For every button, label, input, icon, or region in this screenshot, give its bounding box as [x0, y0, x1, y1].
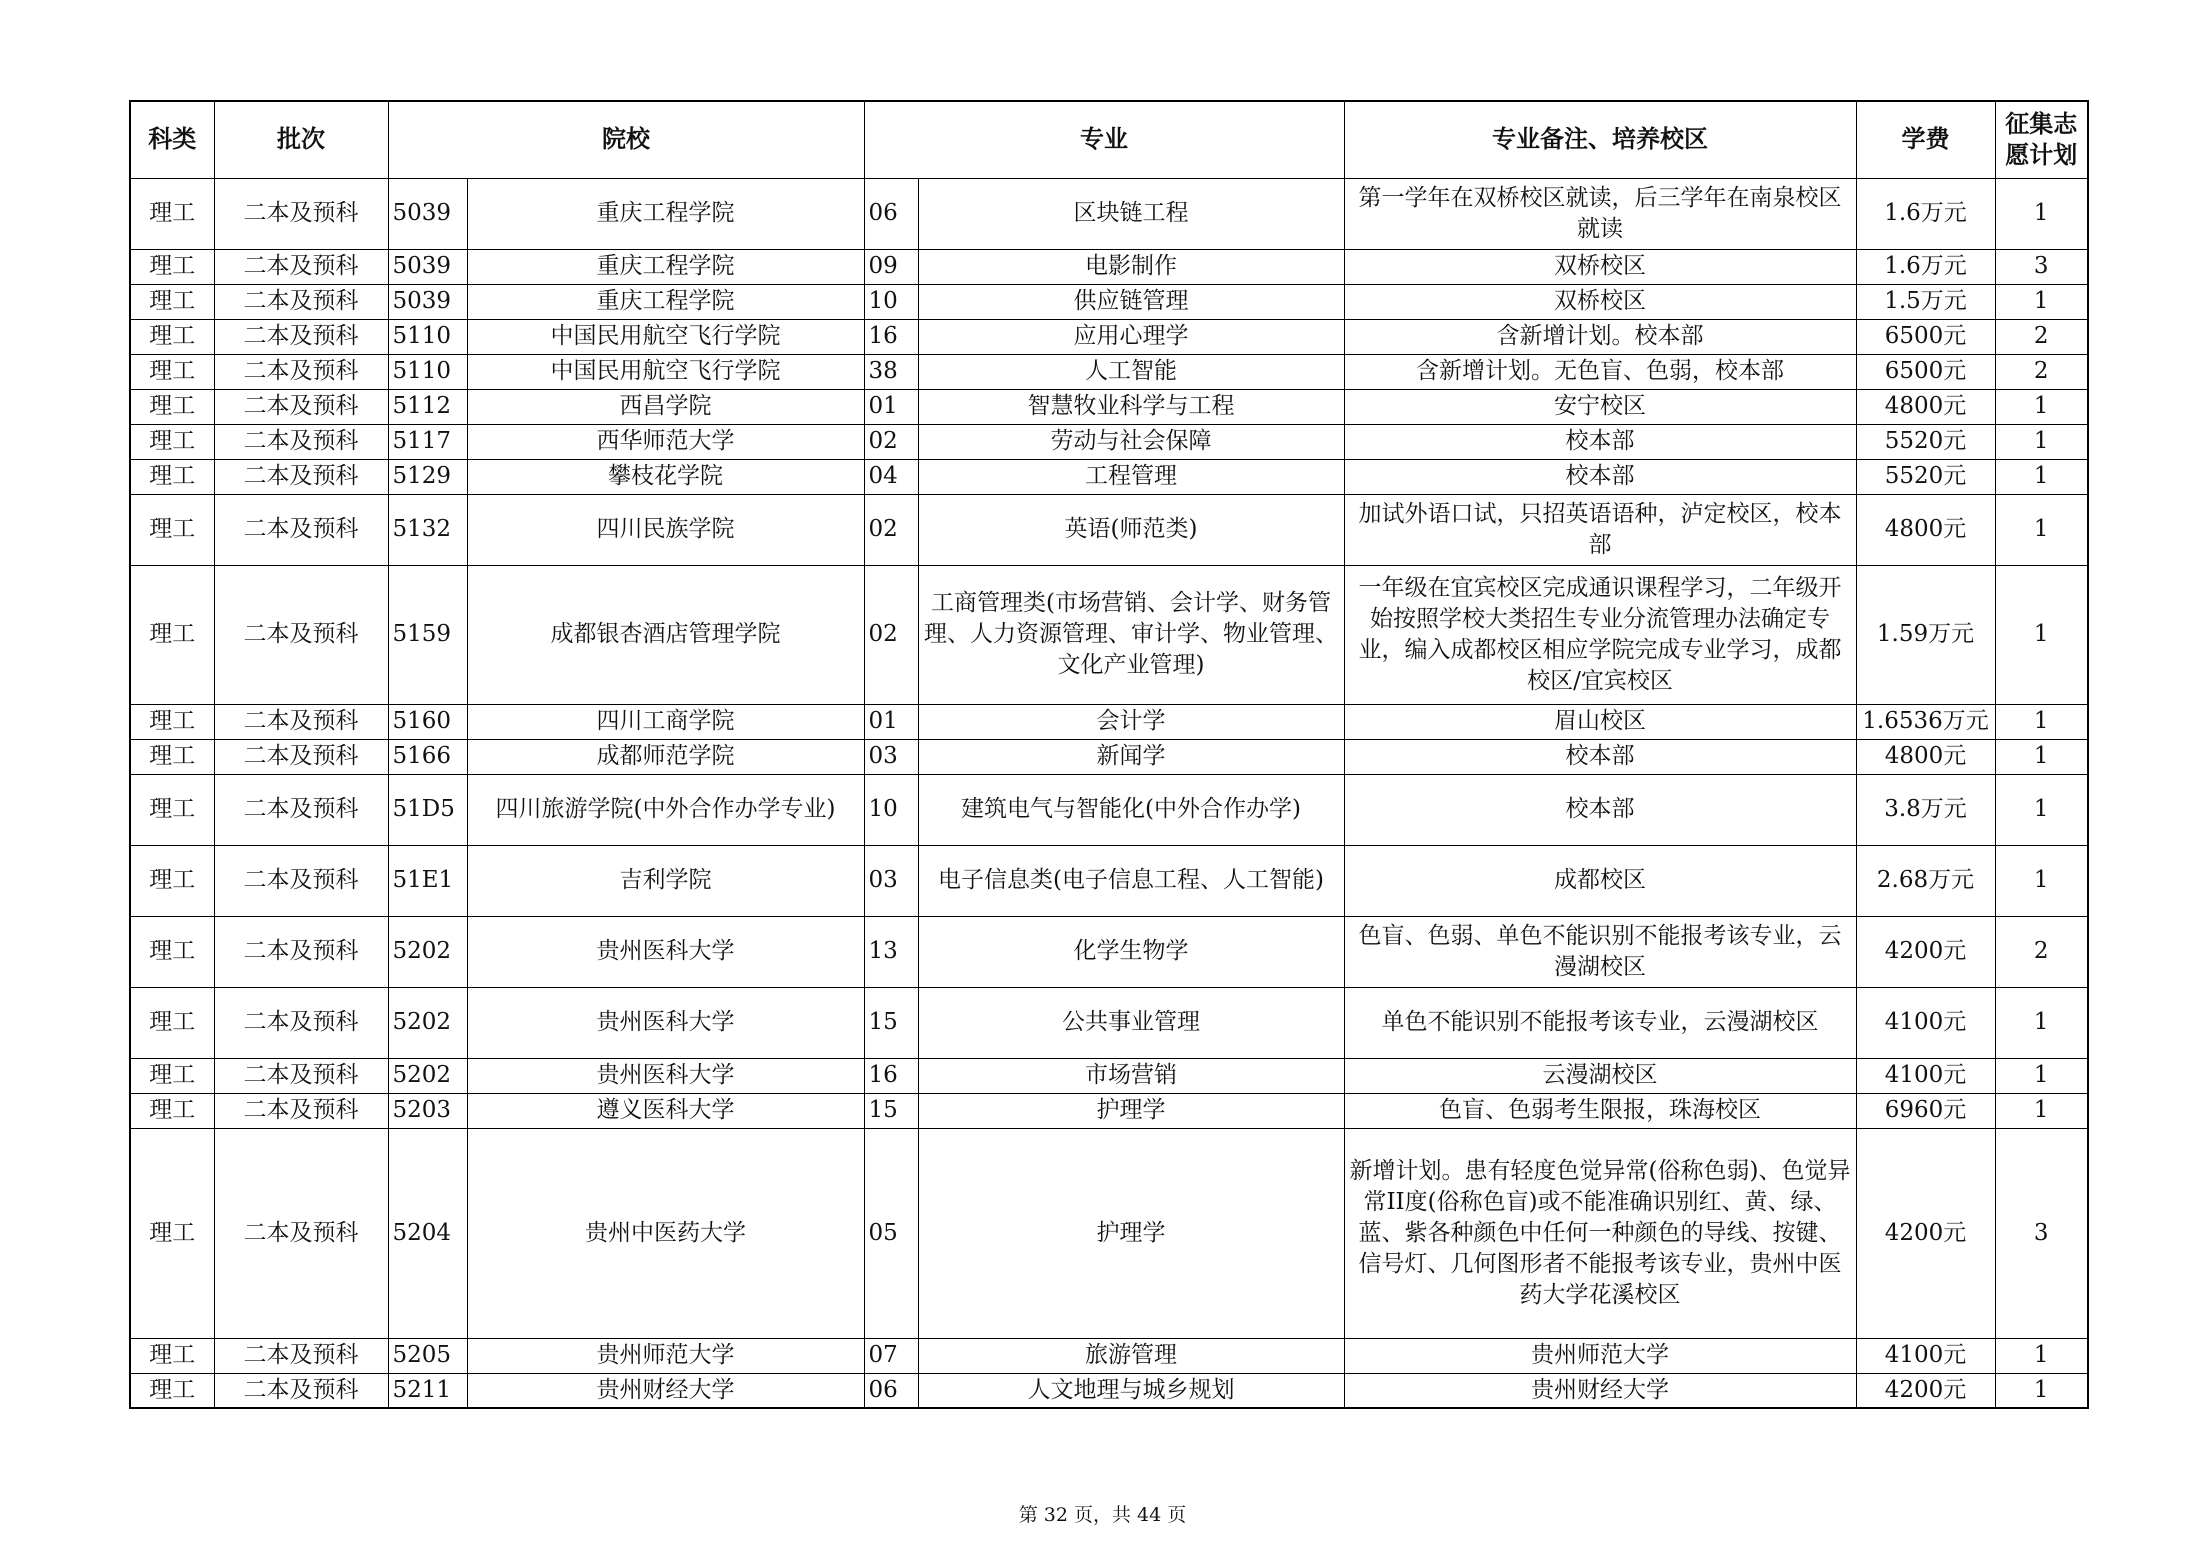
cell-fee: 4800元 [1856, 389, 1995, 424]
cell-category: 理工 [130, 1373, 214, 1408]
cell-major-code: 02 [864, 424, 918, 459]
cell-note: 云漫湖校区 [1344, 1058, 1856, 1093]
table-row [130, 916, 2088, 987]
cell-batch: 二本及预科 [214, 1093, 388, 1128]
cell-major: 护理学 [918, 1128, 1344, 1338]
cell-major-code: 06 [864, 178, 918, 249]
cell-plan: 1 [1995, 1093, 2088, 1128]
cell-school-code: 5203 [388, 1093, 467, 1128]
cell-school: 遵义医科大学 [467, 1093, 864, 1128]
cell-plan: 1 [1995, 739, 2088, 774]
cell-category: 理工 [130, 1338, 214, 1373]
cell-school-code: 5204 [388, 1128, 467, 1338]
cell-category: 理工 [130, 319, 214, 354]
cell-note: 校本部 [1344, 739, 1856, 774]
cell-school: 吉利学院 [467, 845, 864, 916]
cell-major-code: 16 [864, 1058, 918, 1093]
cell-school-code: 5110 [388, 354, 467, 389]
table-row [130, 845, 2088, 916]
cell-major: 市场营销 [918, 1058, 1344, 1093]
cell-major-code: 03 [864, 739, 918, 774]
cell-note: 新增计划。患有轻度色觉异常(俗称色弱)、色觉异常II度(俗称色盲)或不能准确识别红、黄、绿、蓝、紫各种颜色中任何一种颜色的导线、按键、信号灯、几何图形者不能报考该专业，贵州中医药大学花溪校区 [1344, 1128, 1856, 1338]
table-body [130, 178, 2088, 1408]
cell-school: 贵州医科大学 [467, 1058, 864, 1093]
cell-category: 理工 [130, 1128, 214, 1338]
cell-school: 重庆工程学院 [467, 178, 864, 249]
cell-major: 电子信息类(电子信息工程、人工智能) [918, 845, 1344, 916]
cell-plan: 1 [1995, 424, 2088, 459]
cell-note: 含新增计划。校本部 [1344, 319, 1856, 354]
admission-plan-table [129, 100, 2089, 1409]
cell-major-code: 10 [864, 774, 918, 845]
cell-category: 理工 [130, 704, 214, 739]
cell-major: 应用心理学 [918, 319, 1344, 354]
cell-category: 理工 [130, 354, 214, 389]
cell-batch: 二本及预科 [214, 178, 388, 249]
header-category: 科类 [130, 101, 214, 178]
cell-category: 理工 [130, 1058, 214, 1093]
cell-fee: 1.6万元 [1856, 249, 1995, 284]
cell-category: 理工 [130, 284, 214, 319]
header-batch: 批次 [214, 101, 388, 178]
cell-note: 贵州师范大学 [1344, 1338, 1856, 1373]
cell-plan: 1 [1995, 284, 2088, 319]
cell-category: 理工 [130, 494, 214, 565]
cell-fee: 2.68万元 [1856, 845, 1995, 916]
cell-major-code: 13 [864, 916, 918, 987]
cell-note: 色盲、色弱考生限报，珠海校区 [1344, 1093, 1856, 1128]
cell-school-code: 5159 [388, 565, 467, 704]
cell-major: 区块链工程 [918, 178, 1344, 249]
cell-batch: 二本及预科 [214, 1058, 388, 1093]
cell-plan: 1 [1995, 1373, 2088, 1408]
cell-plan: 1 [1995, 389, 2088, 424]
table-row [130, 1128, 2088, 1338]
cell-category: 理工 [130, 916, 214, 987]
admission-table-container [129, 100, 2087, 1409]
cell-school: 成都师范学院 [467, 739, 864, 774]
cell-major: 劳动与社会保障 [918, 424, 1344, 459]
cell-note: 贵州财经大学 [1344, 1373, 1856, 1408]
cell-batch: 二本及预科 [214, 319, 388, 354]
cell-category: 理工 [130, 987, 214, 1058]
cell-batch: 二本及预科 [214, 249, 388, 284]
cell-fee: 4800元 [1856, 739, 1995, 774]
cell-school: 西昌学院 [467, 389, 864, 424]
header-school: 院校 [388, 101, 864, 178]
cell-batch: 二本及预科 [214, 916, 388, 987]
cell-major-code: 09 [864, 249, 918, 284]
cell-batch: 二本及预科 [214, 1128, 388, 1338]
cell-note: 校本部 [1344, 459, 1856, 494]
cell-school: 贵州师范大学 [467, 1338, 864, 1373]
cell-major: 智慧牧业科学与工程 [918, 389, 1344, 424]
cell-fee: 4800元 [1856, 494, 1995, 565]
cell-school: 成都银杏酒店管理学院 [467, 565, 864, 704]
cell-plan: 1 [1995, 845, 2088, 916]
cell-plan: 1 [1995, 565, 2088, 704]
cell-fee: 6500元 [1856, 354, 1995, 389]
cell-fee: 4100元 [1856, 1338, 1995, 1373]
cell-plan: 2 [1995, 354, 2088, 389]
cell-major-code: 02 [864, 565, 918, 704]
cell-school: 四川民族学院 [467, 494, 864, 565]
cell-note: 安宁校区 [1344, 389, 1856, 424]
cell-major: 新闻学 [918, 739, 1344, 774]
cell-fee: 4200元 [1856, 916, 1995, 987]
cell-school-code: 5202 [388, 1058, 467, 1093]
cell-batch: 二本及预科 [214, 704, 388, 739]
cell-fee: 4200元 [1856, 1373, 1995, 1408]
cell-school-code: 5166 [388, 739, 467, 774]
cell-school-code: 5112 [388, 389, 467, 424]
table-row [130, 987, 2088, 1058]
cell-fee: 6500元 [1856, 319, 1995, 354]
cell-school-code: 51E1 [388, 845, 467, 916]
table-row [130, 704, 2088, 739]
cell-batch: 二本及预科 [214, 494, 388, 565]
cell-category: 理工 [130, 774, 214, 845]
cell-major-code: 01 [864, 389, 918, 424]
cell-major: 人文地理与城乡规划 [918, 1373, 1344, 1408]
cell-fee: 5520元 [1856, 424, 1995, 459]
cell-school-code: 5160 [388, 704, 467, 739]
cell-major-code: 04 [864, 459, 918, 494]
cell-major: 会计学 [918, 704, 1344, 739]
table-row [130, 1093, 2088, 1128]
cell-plan: 1 [1995, 1338, 2088, 1373]
cell-plan: 2 [1995, 916, 2088, 987]
table-row [130, 1338, 2088, 1373]
cell-major-code: 16 [864, 319, 918, 354]
cell-category: 理工 [130, 845, 214, 916]
cell-batch: 二本及预科 [214, 1373, 388, 1408]
cell-fee: 5520元 [1856, 459, 1995, 494]
cell-school-code: 5129 [388, 459, 467, 494]
cell-category: 理工 [130, 178, 214, 249]
cell-fee: 1.6536万元 [1856, 704, 1995, 739]
table-row [130, 424, 2088, 459]
cell-major: 人工智能 [918, 354, 1344, 389]
cell-major-code: 07 [864, 1338, 918, 1373]
cell-plan: 3 [1995, 249, 2088, 284]
cell-school: 贵州医科大学 [467, 987, 864, 1058]
cell-major-code: 06 [864, 1373, 918, 1408]
page-footer: 第 32 页，共 44 页 [1018, 1504, 1187, 1526]
cell-batch: 二本及预科 [214, 739, 388, 774]
table-row [130, 319, 2088, 354]
table-row [130, 739, 2088, 774]
cell-category: 理工 [130, 459, 214, 494]
cell-plan: 1 [1995, 178, 2088, 249]
header-plan: 征集志愿计划 [1995, 101, 2088, 178]
cell-fee: 1.5万元 [1856, 284, 1995, 319]
table-row [130, 494, 2088, 565]
table-row [130, 459, 2088, 494]
cell-major: 工商管理类(市场营销、会计学、财务管理、人力资源管理、审计学、物业管理、文化产业管理) [918, 565, 1344, 704]
cell-school-code: 5211 [388, 1373, 467, 1408]
cell-fee: 1.6万元 [1856, 178, 1995, 249]
cell-school-code: 5039 [388, 249, 467, 284]
cell-category: 理工 [130, 424, 214, 459]
cell-school-code: 5202 [388, 916, 467, 987]
cell-school: 中国民用航空飞行学院 [467, 354, 864, 389]
table-header-row [130, 101, 2088, 178]
cell-note: 双桥校区 [1344, 249, 1856, 284]
cell-major: 旅游管理 [918, 1338, 1344, 1373]
cell-note: 校本部 [1344, 774, 1856, 845]
cell-plan: 3 [1995, 1128, 2088, 1338]
cell-note: 双桥校区 [1344, 284, 1856, 319]
cell-major: 公共事业管理 [918, 987, 1344, 1058]
cell-fee: 4200元 [1856, 1128, 1995, 1338]
cell-note: 第一学年在双桥校区就读，后三学年在南泉校区就读 [1344, 178, 1856, 249]
cell-plan: 1 [1995, 774, 2088, 845]
cell-major-code: 01 [864, 704, 918, 739]
header-fee: 学费 [1856, 101, 1995, 178]
cell-plan: 1 [1995, 704, 2088, 739]
cell-major: 建筑电气与智能化(中外合作办学) [918, 774, 1344, 845]
cell-school-code: 51D5 [388, 774, 467, 845]
cell-fee: 3.8万元 [1856, 774, 1995, 845]
cell-plan: 1 [1995, 494, 2088, 565]
cell-fee: 1.59万元 [1856, 565, 1995, 704]
table-row [130, 565, 2088, 704]
cell-major-code: 15 [864, 1093, 918, 1128]
table-row [130, 774, 2088, 845]
cell-plan: 1 [1995, 459, 2088, 494]
cell-note: 单色不能识别不能报考该专业，云漫湖校区 [1344, 987, 1856, 1058]
cell-category: 理工 [130, 249, 214, 284]
cell-batch: 二本及预科 [214, 987, 388, 1058]
cell-school: 贵州中医药大学 [467, 1128, 864, 1338]
cell-batch: 二本及预科 [214, 284, 388, 319]
cell-major-code: 15 [864, 987, 918, 1058]
cell-note: 色盲、色弱、单色不能识别不能报考该专业，云漫湖校区 [1344, 916, 1856, 987]
cell-school: 四川旅游学院(中外合作办学专业) [467, 774, 864, 845]
table-row [130, 354, 2088, 389]
cell-major: 护理学 [918, 1093, 1344, 1128]
cell-school: 中国民用航空飞行学院 [467, 319, 864, 354]
cell-major-code: 03 [864, 845, 918, 916]
cell-major-code: 38 [864, 354, 918, 389]
cell-major-code: 05 [864, 1128, 918, 1338]
cell-school-code: 5039 [388, 284, 467, 319]
cell-school: 四川工商学院 [467, 704, 864, 739]
cell-batch: 二本及预科 [214, 389, 388, 424]
cell-major: 供应链管理 [918, 284, 1344, 319]
cell-note: 一年级在宜宾校区完成通识课程学习，二年级开始按照学校大类招生专业分流管理办法确定专业，编入成都校区相应学院完成专业学习，成都校区/宜宾校区 [1344, 565, 1856, 704]
cell-major: 英语(师范类) [918, 494, 1344, 565]
cell-major: 化学生物学 [918, 916, 1344, 987]
cell-school-code: 5205 [388, 1338, 467, 1373]
table-row [130, 178, 2088, 249]
cell-major-code: 02 [864, 494, 918, 565]
cell-plan: 2 [1995, 319, 2088, 354]
cell-batch: 二本及预科 [214, 424, 388, 459]
cell-fee: 4100元 [1856, 987, 1995, 1058]
cell-batch: 二本及预科 [214, 565, 388, 704]
table-row [130, 1058, 2088, 1093]
cell-school: 攀枝花学院 [467, 459, 864, 494]
cell-school: 贵州医科大学 [467, 916, 864, 987]
cell-category: 理工 [130, 565, 214, 704]
cell-school: 西华师范大学 [467, 424, 864, 459]
cell-note: 含新增计划。无色盲、色弱，校本部 [1344, 354, 1856, 389]
cell-note: 校本部 [1344, 424, 1856, 459]
cell-batch: 二本及预科 [214, 459, 388, 494]
table-row [130, 249, 2088, 284]
table-row [130, 389, 2088, 424]
cell-category: 理工 [130, 389, 214, 424]
cell-batch: 二本及预科 [214, 845, 388, 916]
header-note: 专业备注、培养校区 [1344, 101, 1856, 178]
cell-category: 理工 [130, 739, 214, 774]
cell-school-code: 5110 [388, 319, 467, 354]
cell-plan: 1 [1995, 1058, 2088, 1093]
table-row [130, 284, 2088, 319]
cell-batch: 二本及预科 [214, 774, 388, 845]
cell-school-code: 5039 [388, 178, 467, 249]
cell-fee: 6960元 [1856, 1093, 1995, 1128]
cell-school: 重庆工程学院 [467, 249, 864, 284]
header-major: 专业 [864, 101, 1344, 178]
cell-school: 重庆工程学院 [467, 284, 864, 319]
cell-category: 理工 [130, 1093, 214, 1128]
cell-school-code: 5132 [388, 494, 467, 565]
cell-school: 贵州财经大学 [467, 1373, 864, 1408]
cell-major: 电影制作 [918, 249, 1344, 284]
cell-note: 眉山校区 [1344, 704, 1856, 739]
cell-school-code: 5202 [388, 987, 467, 1058]
cell-note: 成都校区 [1344, 845, 1856, 916]
cell-fee: 4100元 [1856, 1058, 1995, 1093]
cell-school-code: 5117 [388, 424, 467, 459]
table-row [130, 1373, 2088, 1408]
cell-plan: 1 [1995, 987, 2088, 1058]
cell-note: 加试外语口试，只招英语语种，泸定校区，校本部 [1344, 494, 1856, 565]
cell-major-code: 10 [864, 284, 918, 319]
cell-batch: 二本及预科 [214, 354, 388, 389]
cell-major: 工程管理 [918, 459, 1344, 494]
cell-batch: 二本及预科 [214, 1338, 388, 1373]
